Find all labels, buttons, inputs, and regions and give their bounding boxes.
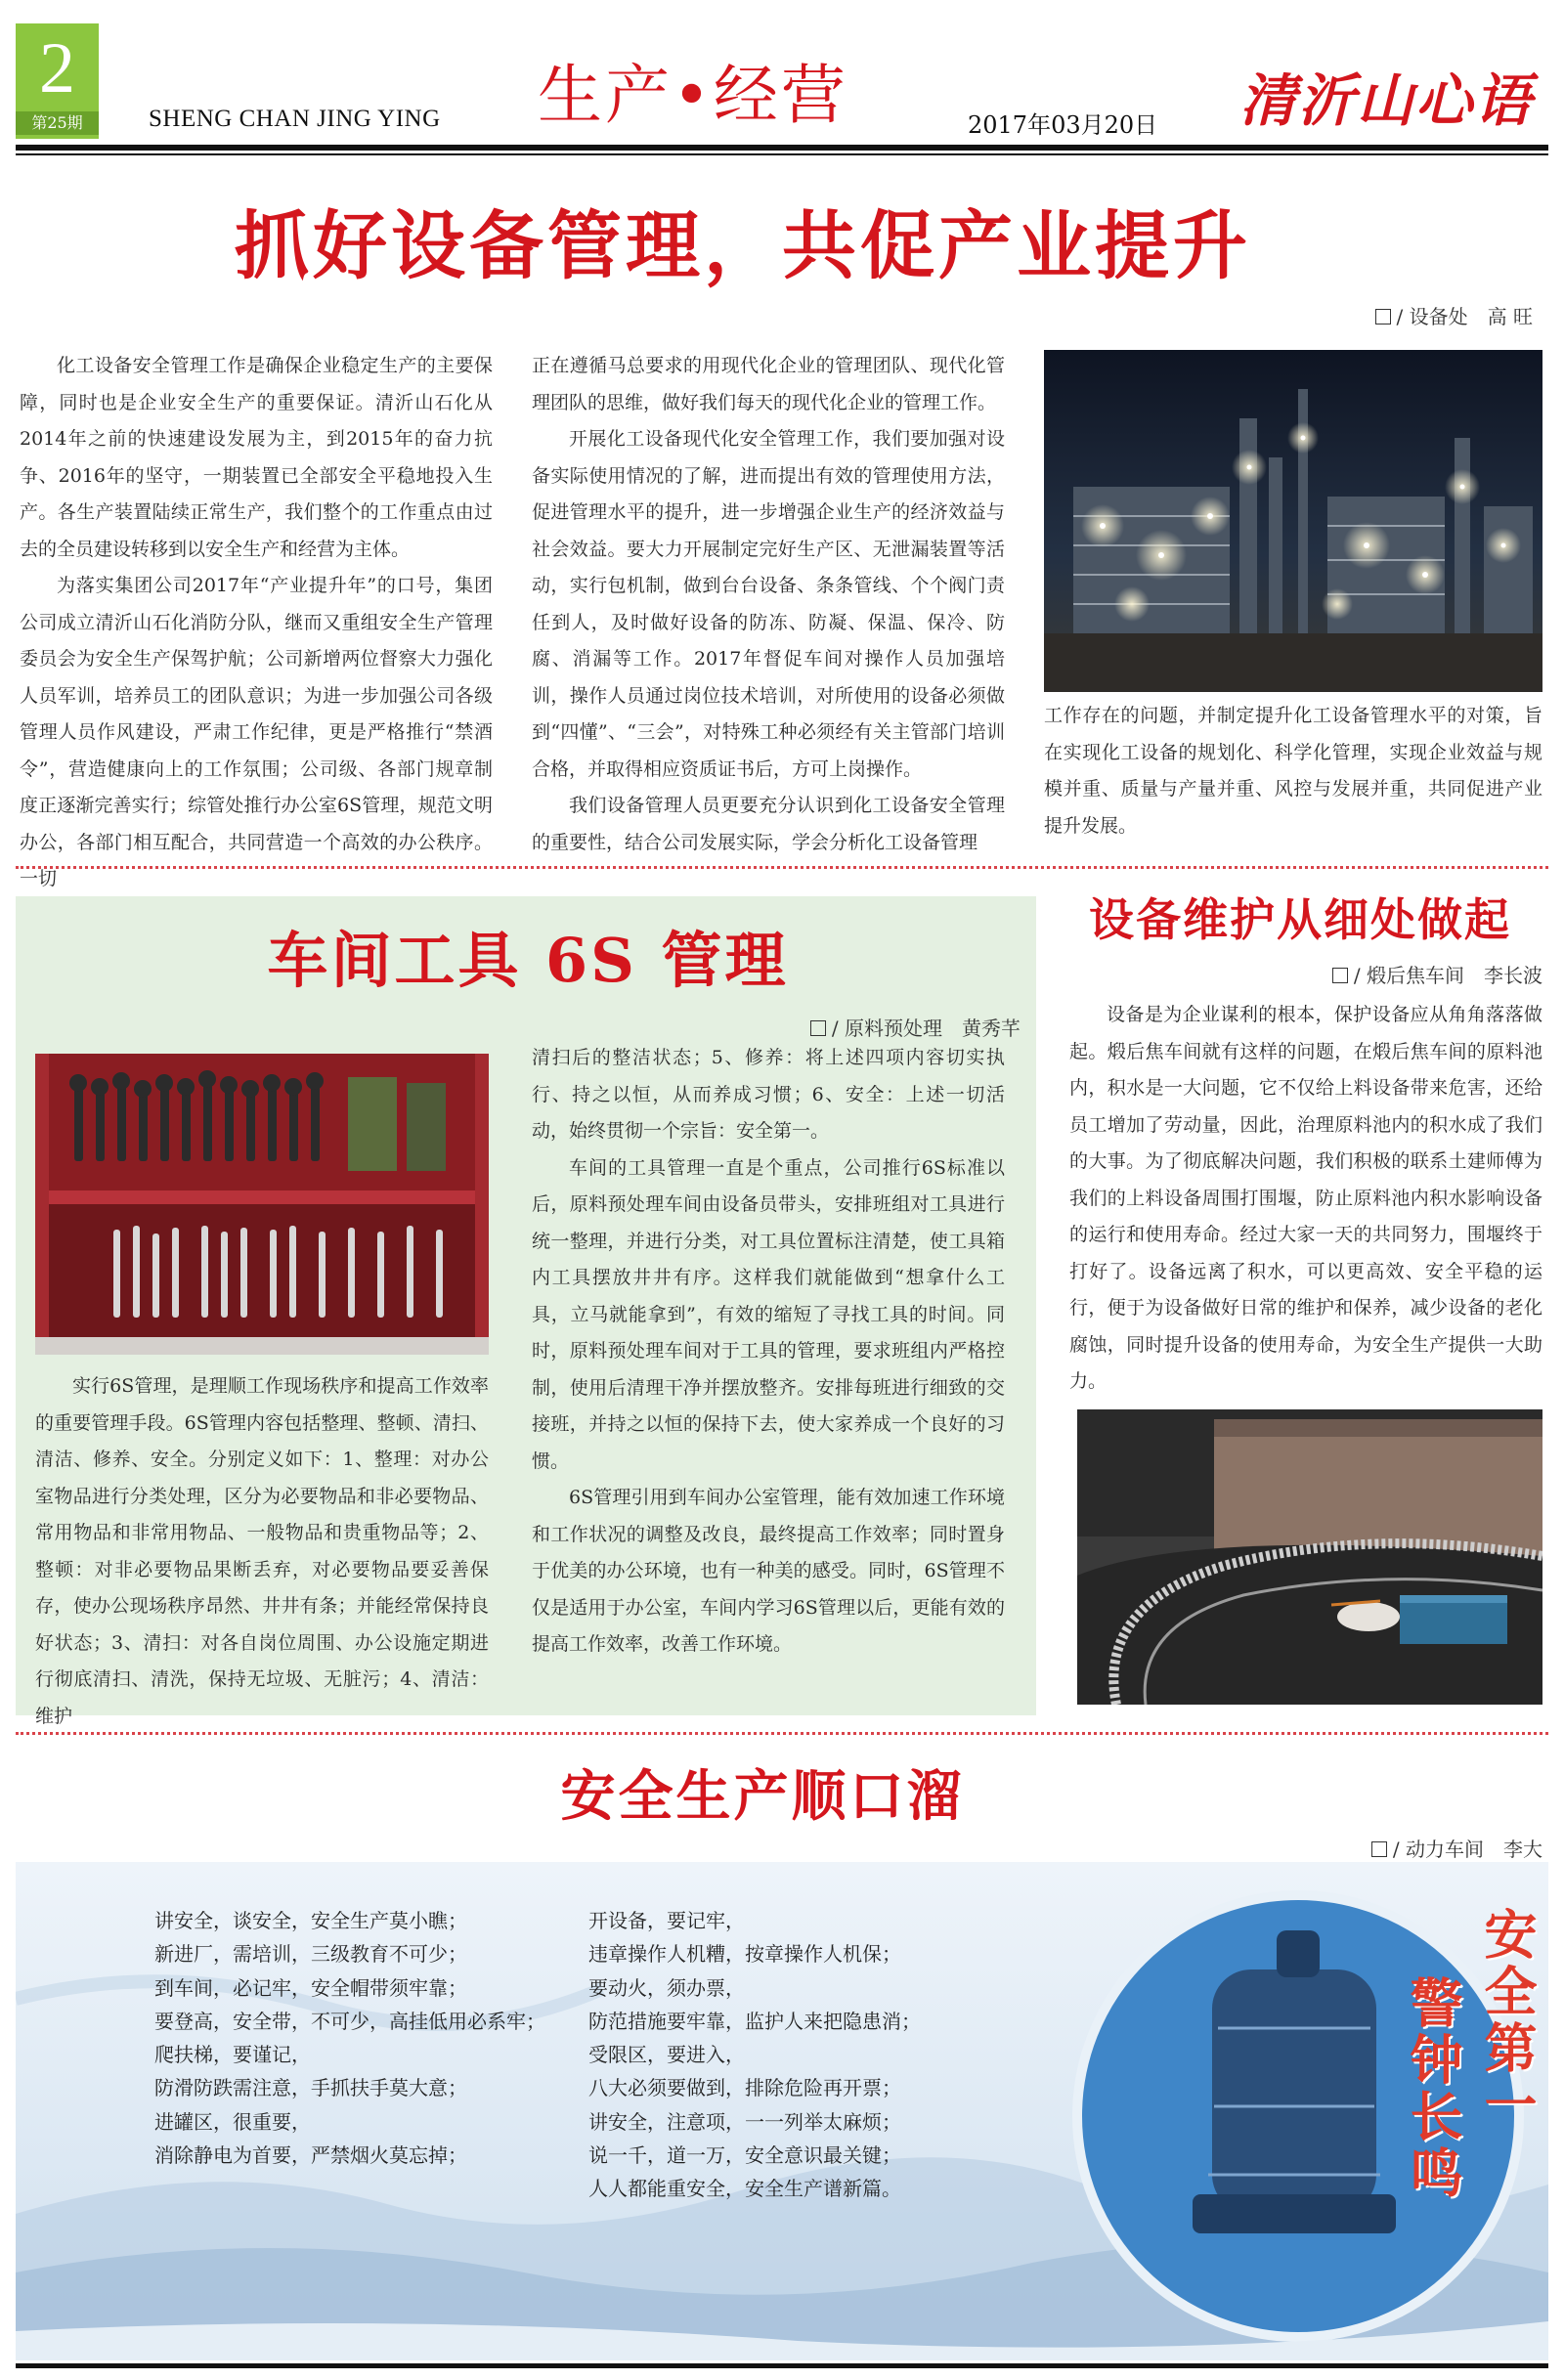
article4-author: / 动力车间 李大 [1392, 1838, 1542, 1861]
page-number-badge [16, 23, 99, 139]
poem-line: 防滑防跌需注意，手抓扶手莫大意； [154, 2076, 467, 2100]
byline-box-icon [1375, 309, 1391, 325]
poem-line: 讲安全，注意项，一一列举太麻烦； [588, 2109, 901, 2134]
issue-date: 2017年03月20日 [968, 111, 1158, 139]
banner-safety-first: 安全第一 [1476, 1907, 1539, 2134]
poem-line: 开设备，要记牢， [588, 1909, 745, 1932]
article4-byline [1173, 1834, 1542, 1862]
paragraph: 开展化工设备现代化安全管理工作，我们要加强对设备实际使用情况的了解，进而提出有效的管理使用方法，促进管理水平的提升，进一步增强企业生产的经济效益与社会效益。要大力开展制定完好生产区、无泄漏装置等活动，实行包机制，做到台台设备、条条管线、个个阀门责任到人，及时做好设备的防冻、防凝、保温、保冷、防腐、消漏等工作。2017年督促车间对操作人员加强培训，操作人员通过岗位技术培训，对所使用的设备必须做到“四懂”、“三会”，对特殊工种必须经有关主管部门培训合格，并取得相应资质证书后，方可上岗操作。 [532, 428, 1005, 780]
article2-byline [674, 1013, 1021, 1041]
article3-body [1069, 997, 1542, 1401]
byline-box-icon [1371, 1841, 1387, 1857]
header-rule-thin [16, 153, 1548, 155]
poem-line: 受限区，要进入， [588, 2043, 745, 2067]
paragraph: 正在遵循马总要求的用现代化企业的管理团队、现代化管理团队的思维，做好我们每天的现代化企业的管理工作。 [532, 355, 1005, 413]
newspaper-brand: 清沂山心语 [1239, 67, 1534, 134]
paragraph: 工作存在的问题，并制定提升化工设备管理水平的对策，旨在实现化工设备的规划化、科学化管理，实现企业效益与规模并重、质量与产量并重、风控与发展并重，共同促进产业提升发展。 [1044, 705, 1542, 837]
issue-number: 第25期 [16, 111, 99, 135]
article3-byline [1153, 960, 1542, 988]
byline-box-icon [810, 1020, 826, 1036]
poem-line: 消除静电为首要，严禁烟火莫忘掉； [154, 2143, 467, 2168]
article2-author: / 原料预处理 黄秀芊 [831, 1017, 1021, 1040]
article2-col2 [532, 1040, 1005, 1664]
article3-title: 设备维护从细处做起 [1089, 893, 1511, 946]
refinery-night-photo [1044, 350, 1542, 692]
paragraph: 6S管理引用到车间办公室管理，能有效加速工作环境和工作状况的调整及改良，最终提高工作效率；同时置身于优美的办公环境，也有一种美的感受。同时，6S管理不仅是适用于办公室，车间内学习6S管理以后，更能有效的提高工作效率，改善工作环境。 [532, 1487, 1005, 1655]
article1-col3 [1044, 698, 1542, 844]
paragraph: 化工设备安全管理工作是确保企业稳定生产的主要保障，同时也是企业安全生产的重要保证。清沂山石化从2014年之前的快速建设发展为主，到2015年的奋力抗争、2016年的坚守，一期装置已全部安全平稳地投入生产。各生产装置陆续正常生产，我们整个的工作重点由过去的全员建设转移到以安全生产和经营为主体。 [20, 355, 493, 560]
article1-col1 [20, 348, 493, 898]
poem-right-column [588, 1904, 921, 2206]
divider-dotted [16, 866, 1548, 869]
article1-title: 抓好设备管理，共促产业提升 [235, 202, 1251, 289]
header-rule [16, 145, 1548, 151]
poem-line: 新进厂，需培训，三级教育不可少； [154, 1942, 467, 1967]
article1-byline [1173, 301, 1533, 329]
article2-title: 车间工具 6S 管理 [267, 925, 789, 996]
poem-line: 防范措施要牢靠，监护人来把隐患消； [588, 2009, 921, 2033]
article1-col2 [532, 348, 1005, 861]
poem-background [16, 1862, 1548, 2360]
paragraph: 我们设备管理人员更要充分认识到化工设备安全管理的重要性，结合公司发展实际，学会分析化工设备管理 [532, 795, 1005, 853]
divider-dotted [16, 1732, 1548, 1735]
byline-box-icon [1332, 968, 1348, 983]
section-pinyin: SHENG CHAN JING YING [149, 106, 441, 132]
footer-rule [16, 2363, 1548, 2368]
poem-left-column [154, 1904, 545, 2172]
poem-line: 要登高，安全带，不可少，高挂低用必系牢； [154, 2009, 545, 2033]
article2-col1 [35, 1368, 489, 1735]
paragraph: 清扫后的整洁状态；5、修养：将上述四项内容切实执行、持之以恒，从而养成习惯；6、安全：上述一切活动，始终贯彻一个宗旨：安全第一。 [532, 1047, 1005, 1142]
raw-material-pool-photo [1077, 1409, 1542, 1705]
paragraph: 车间的工具管理一直是个重点，公司推行6S标准以后，原料预处理车间由设备员带头，安排班组对工具进行统一整理，并进行分类，对工具位置标注清楚，使工具箱内工具摆放井井有序。这样我们就能做到“想拿什么工具，立马就能拿到”，有效的缩短了寻找工具的时间。同时，原料预处理车间对于工具的管理，要求班组内严格控制，使用后清理干净并摆放整齐。安排每班进行细致的交接班，并持之以恒的保持下去，使大家养成一个良好的习惯。 [532, 1156, 1005, 1472]
poem-line: 爬扶梯，要谨记， [154, 2043, 311, 2067]
page-number: 2 [39, 28, 75, 108]
tool-cabinet-photo [35, 1054, 489, 1355]
poem-line: 到车间，必记牢，安全帽带须牢靠； [154, 1975, 467, 2000]
article4-title: 安全生产顺口溜 [560, 1764, 965, 1829]
banner-alarm-bell: 警钟长鸣 [1402, 1975, 1464, 2202]
poem-line: 进罐区，很重要， [154, 2109, 311, 2134]
poem-line: 八大必须要做到，排除危险再开票； [588, 2076, 901, 2100]
poem-line: 说一千，道一万，安全意识最关键； [588, 2143, 901, 2168]
poem-line: 人人都能重安全，安全生产谱新篇。 [588, 2177, 901, 2201]
paragraph: 实行6S管理，是理顺工作现场秩序和提高工作效率的重要管理手段。6S管理内容包括整理、整顿、清扫、清洁、修养、安全。分别定义如下：1、整理：对办公室物品进行分类处理，区分为必要物品和非必要物品、常用物品和非常用物品、一般物品和贵重物品等；2、整顿：对非必要物品果断丢弃，对必要物品要妥善保存，使办公现场秩序昂然、井井有条；并能经常保持良好状态；3、清扫：对各自岗位周围、办公设施定期进行彻底清扫、清洗，保持无垃圾、无脏污；4、清洁：维护 [35, 1375, 489, 1727]
article1-author: / 设备处 高 旺 [1396, 305, 1533, 328]
section-title: 生产•经营 [538, 58, 848, 133]
paragraph: 设备是为企业谋利的根本，保护设备应从角角落落做起。煅后焦车间就有这样的问题，在煅后焦车间的原料池内，积水是一大问题，它不仅给上料设备带来危害，还给员工增加了劳动量，因此，治理原料池内的积水成了我们的大事。为了彻底解决问题，我们积极的联系土建师傅为我们的上料设备周围打围堰，防止原料池内积水影响设备的运行和使用寿命。经过大家一天的共同努力，围堰终于打好了。设备远离了积水，可以更高效、安全平稳的运行，便于为设备做好日常的维护和保养，减少设备的老化腐蚀，同时提升设备的使用寿命，为安全生产提供一大助力。 [1069, 1004, 1542, 1392]
paragraph: 为落实集团公司2017年“产业提升年”的口号，集团公司成立清沂山石化消防分队，继而又重组安全生产管理委员会为安全生产保驾护航；公司新增两位督察大力强化人员军训，培养员工的团队意识；为进一步加强公司各级管理人员作风建设，严肃工作纪律，更是严格推行“禁酒令”，营造健康向上的工作氛围；公司级、各部门规章制度正逐渐完善实行；综管处推行办公室6S管理，规范文明办公，各部门相互配合，共同营造一个高效的办公秩序。一切 [20, 575, 493, 889]
poem-line: 要动火，须办票， [588, 1975, 745, 2000]
poem-line: 讲安全，谈安全，安全生产莫小瞧； [154, 1909, 467, 1932]
poem-line: 违章操作人机糟，按章操作人机保； [588, 1942, 901, 1967]
article3-author: / 煅后焦车间 李长波 [1353, 964, 1542, 987]
